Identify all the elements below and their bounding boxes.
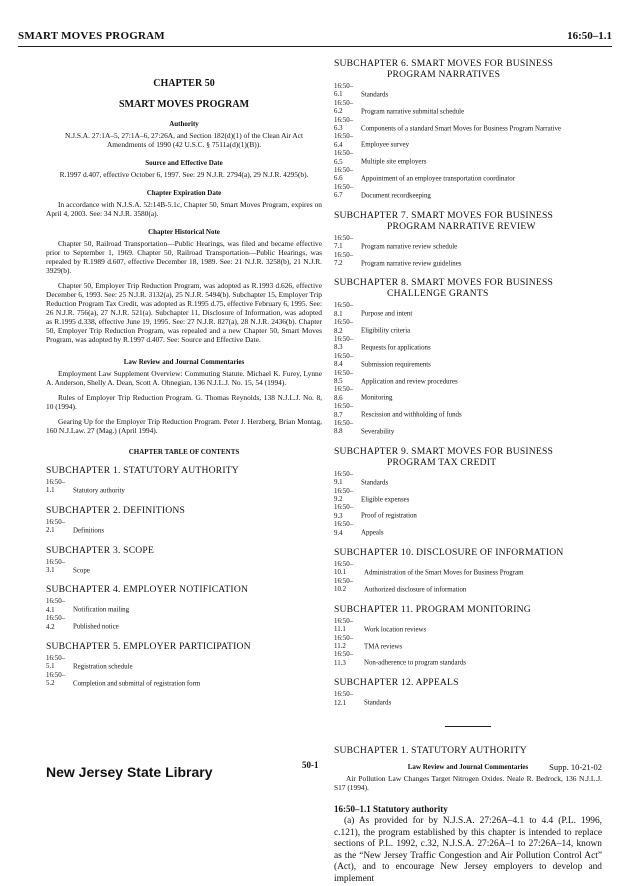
- toc-subchapter-title: SUBCHAPTER 12. APPEALS: [334, 677, 459, 689]
- header-title: SMART MOVES PROGRAM: [18, 30, 165, 42]
- historical-heading: Chapter Historical Note: [148, 228, 220, 236]
- body-law-review-text: Air Pollution Law Changes Target Nitrogen Oxides. Neale R. Bedrock, 136 N.J.L.J. S17 (1994).: [334, 773, 602, 792]
- toc-item[interactable]: 16:50–8.4 Submission requirements: [334, 352, 431, 369]
- toc-subchapter-title: SUBCHAPTER 11. PROGRAM MONITORING: [334, 603, 531, 615]
- authority-heading: Authority: [169, 120, 199, 128]
- left-column: [46, 58, 322, 689]
- law-review-paragraph: Gearing Up for the Employer Trip Reduction Program. Peter J. Herzberg, Brian Montag, 160 N.J.Law. 27 (Mag.) (April 1994).: [46, 417, 322, 435]
- library-stamp: New Jersey State Library: [46, 764, 213, 780]
- toc-item[interactable]: 16:50–6.6 Appointment of an employee transportation coordinator: [334, 167, 516, 183]
- historical-paragraph: Chapter 50, Railroad Transportation—Public Hearings, was filed and became effective prior to September 1, 1969. Chapter 50, Railroad Transportation—Public Hearings, was repealed by R.1989 d.607, effective December 18, 1989. See: 21 N.J.R. 3258(b), 21 N.J.R. 3929(b).: [46, 239, 322, 275]
- source-heading: Source and Effective Date: [145, 159, 223, 167]
- toc-item[interactable]: 16:50–9.3 Proof of registration: [334, 504, 417, 520]
- toc-item[interactable]: 16:50–6.1 Standards: [334, 83, 389, 99]
- toc-item[interactable]: 16:50–9.2 Eligible expenses: [334, 487, 410, 504]
- toc-item[interactable]: 16:50–4.1 Notification mailing: [46, 598, 130, 614]
- toc-subchapter-title: SUBCHAPTER 4. EMPLOYER NOTIFICATION: [46, 584, 249, 596]
- toc-item[interactable]: 16:50–7.1 Program narrative review schedule: [334, 234, 458, 251]
- toc-item[interactable]: 16:50–9.4 Appeals: [334, 521, 384, 537]
- toc-item[interactable]: 16:50–2.1 Definitions: [46, 518, 105, 535]
- toc-subchapter-title: SUBCHAPTER 3. SCOPE: [46, 544, 155, 556]
- toc-item[interactable]: 16:50–3.1 Scope: [46, 558, 90, 575]
- toc-item[interactable]: 16:50–6.5 Multiple site employers: [334, 150, 427, 166]
- divider: [445, 726, 491, 727]
- toc-item[interactable]: 16:50–10.1 Administration of the Smart Moves for Business Program: [334, 561, 524, 577]
- toc-item[interactable]: 16:50–5.1 Registration schedule: [46, 655, 133, 671]
- expiration-heading: Chapter Expiration Date: [146, 189, 222, 197]
- toc-item[interactable]: 16:50–7.2 Program narrative review guidelines: [334, 251, 462, 267]
- page-number: 50-1: [302, 760, 319, 770]
- toc-subchapter-title: SUBCHAPTER 5. EMPLOYER PARTICIPATION: [46, 641, 251, 653]
- supplement-date: Supp. 10-21-02: [549, 762, 602, 772]
- toc-item[interactable]: 16:50–8.5 Application and review procedures: [334, 369, 458, 385]
- toc-item[interactable]: 16:50–11.3 Non-adherence to program standards: [334, 651, 466, 667]
- section-text: (a) As provided for by N.J.S.A. 27:26A–4.1 to 4.4 (P.L. 1996, c.121), the program established by this chapter is intended to replace sections of P.L. 1992, c.32, N.J.S.A. 27:26A–1 to 27:26A–14, known as the “New Jersey Traffic Congestion and Air Pollution Control Act” (Act), and to encourage New Jersey employers to develop and implement: [334, 815, 602, 884]
- toc-item[interactable]: 16:50–5.2 Completion and submittal of registration form: [46, 671, 201, 688]
- law-review-heading: Law Review and Journal Commentaries: [123, 358, 245, 366]
- toc-item[interactable]: 16:50–11.2 TMA reviews: [334, 634, 403, 650]
- toc-item[interactable]: 16:50–8.2 Eligibility criteria: [334, 319, 411, 335]
- toc-item[interactable]: 16:50–1.1 Statutory authority: [46, 479, 125, 495]
- law-review-paragraph: Employment Law Supplement Overview: Commuting Statute. Michael K. Furey, Lynne A. Anderson, Shelly A. Dean, Scott A. Ohnegian, 136 N.J.L.J. No. 15, 54 (1994).: [46, 369, 322, 387]
- body-law-review-heading: Law Review and Journal Commentaries: [407, 762, 529, 771]
- toc-subchapter-title: SUBCHAPTER 2. DEFINITIONS: [46, 504, 186, 516]
- toc-item[interactable]: 16:50–10.2 Authorized disclosure of information: [334, 577, 467, 594]
- running-header: [18, 30, 612, 46]
- authority-text: N.J.S.A. 27:1A–5, 27:1A–6, 27:26A, and Section 182(d)(1) of the Clean Air Act Amendments of 1990 (42 U.S.C. § 7511a(d)(1)(B)).: [64, 131, 304, 149]
- toc-left: [46, 465, 322, 689]
- toc-item[interactable]: 16:50–12.1 Standards: [334, 691, 392, 707]
- toc-subchapter-title: SUBCHAPTER 1. STATUTORY AUTHORITY: [46, 465, 239, 476]
- toc-subchapter-title: SUBCHAPTER 6. SMART MOVES FOR BUSINESS PROGRAM NARRATIVES: [334, 58, 554, 80]
- toc-subchapter-title: SUBCHAPTER 7. SMART MOVES FOR BUSINESS PROGRAM NARRATIVE REVIEW: [334, 209, 554, 232]
- toc-right: [334, 58, 602, 708]
- toc-item[interactable]: 16:50–6.7 Document recordkeeping: [334, 183, 431, 200]
- toc-item[interactable]: 16:50–8.8 Severability: [334, 420, 395, 436]
- toc-item[interactable]: 16:50–6.4 Employee survey: [334, 133, 410, 149]
- toc-subchapter-title: SUBCHAPTER 9. SMART MOVES FOR BUSINESS PROGRAM TAX CREDIT: [334, 445, 554, 468]
- law-review-paragraph: Rules of Employer Trip Reduction Program. G. Thomas Reynolds, 138 N.J.L.J. No. 8, 10 (1994).: [46, 393, 322, 411]
- chapter-number: CHAPTER 50: [153, 78, 215, 89]
- header-rule: [18, 46, 612, 47]
- toc-item[interactable]: 16:50–9.1 Standards: [334, 470, 389, 487]
- toc-subchapter-title: SUBCHAPTER 8. SMART MOVES FOR BUSINESS CHALLENGE GRANTS: [334, 277, 554, 300]
- toc-item[interactable]: 16:50–6.2 Program narrative submittal schedule: [334, 99, 465, 116]
- chapter-name: SMART MOVES PROGRAM: [118, 99, 250, 110]
- toc-item[interactable]: 16:50–8.6 Monitoring: [334, 386, 393, 402]
- source-text: R.1997 d.407, effective October 6, 1997. See: 29 N.J.R. 2794(a), 29 N.J.R. 4295(b).: [59, 170, 309, 179]
- historical-paragraph: Chapter 50, Employer Trip Reduction Program, was adopted as R.1993 d.626, effective December 6, 1993. See: 25 N.J.R. 3132(a), 25 N.J.R. 5494(b). Subchapter 15, Employer Trip Reduction Program Tax Credit, was adopted as R.1995 d.75, effective February 6, 1995. See: 26 N.J.R. 756(a), 27 N.J.R. 521(a). Subchapter 11, Disclosure of Information, was adopted as R.1995 d.338, effective June 19, 1995. See: 27 N.J.R. 827(a), 28 N.J.R. 2436(b). Chapter 50, Employer Trip Reduction Program, was repealed and a new Chapter 50, Smart Moves Program, was adopted by R.1997 d.407. See: Source and Effective Date.: [46, 281, 322, 344]
- toc-subchapter-title: SUBCHAPTER 10. DISCLOSURE OF INFORMATION: [334, 547, 564, 559]
- toc-item[interactable]: 16:50–6.3 Components of a standard Smart Moves for Business Program Narrative: [334, 116, 561, 133]
- toc-item[interactable]: 16:50–11.1 Work location reviews: [334, 617, 427, 634]
- toc-item[interactable]: 16:50–8.3 Requests for applications: [334, 335, 431, 352]
- toc-item[interactable]: 16:50–8.1 Purpose and intent: [334, 302, 413, 318]
- toc-item[interactable]: 16:50–8.7 Rescission and withholding of funds: [334, 403, 462, 419]
- toc-item[interactable]: 16:50–4.2 Published notice: [46, 615, 119, 631]
- header-section-number: 16:50–1.1: [567, 30, 612, 42]
- expiration-text: In accordance with N.J.S.A. 52:14B-5.1c, Chapter 50, Smart Moves Program, expires on April 4, 2003. See: 34 N.J.R. 3580(a).: [46, 200, 322, 218]
- body-subchapter-title: SUBCHAPTER 1. STATUTORY AUTHORITY: [334, 744, 527, 756]
- section-title: 16:50–1.1 Statutory authority: [334, 803, 448, 814]
- toc-heading: CHAPTER TABLE OF CONTENTS: [128, 448, 240, 456]
